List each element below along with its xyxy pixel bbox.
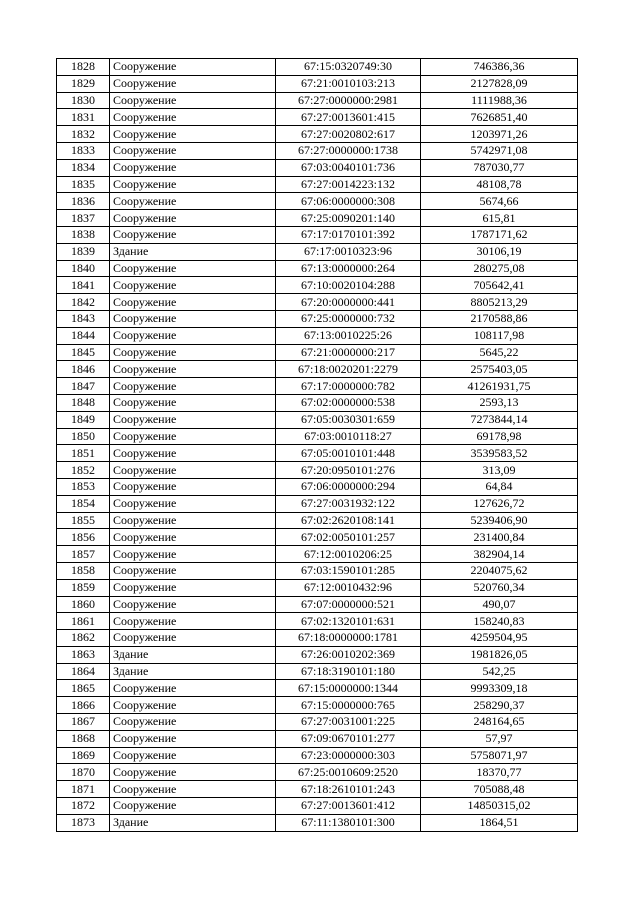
cadastral-number: 67:27:0000000:2981: [276, 92, 421, 109]
cadastral-number: 67:25:0010609:2520: [276, 764, 421, 781]
row-number: 1860: [57, 596, 110, 613]
object-type: Сооружение: [110, 344, 276, 361]
row-number: 1869: [57, 747, 110, 764]
cadastral-number: 67:02:2620108:141: [276, 512, 421, 529]
cadastral-value: 280275,08: [421, 260, 578, 277]
cadastral-value: 5645,22: [421, 344, 578, 361]
cadastral-value: 158240,83: [421, 613, 578, 630]
cadastral-value: 231400,84: [421, 529, 578, 546]
cadastral-number: 67:05:0010101:448: [276, 445, 421, 462]
cadastral-value: 5674,66: [421, 193, 578, 210]
cadastral-value: 8805213,29: [421, 294, 578, 311]
cadastral-number: 67:21:0000000:217: [276, 344, 421, 361]
object-type: Сооружение: [110, 327, 276, 344]
row-number: 1834: [57, 159, 110, 176]
table-row: [57, 546, 578, 563]
table-row: [57, 798, 578, 815]
cadastral-number: 67:27:0031932:122: [276, 495, 421, 512]
object-type: Сооружение: [110, 630, 276, 647]
cadastral-number: 67:15:0000000:1344: [276, 680, 421, 697]
object-type: Сооружение: [110, 260, 276, 277]
cadastral-number: 67:26:0010202:369: [276, 646, 421, 663]
cadastral-number: 67:03:1590101:285: [276, 562, 421, 579]
cadastral-number: 67:12:0010206:25: [276, 546, 421, 563]
cadastral-number: 67:18:3190101:180: [276, 663, 421, 680]
object-type: Сооружение: [110, 142, 276, 159]
table-row: [57, 243, 578, 260]
table-row: [57, 226, 578, 243]
row-number: 1865: [57, 680, 110, 697]
table-row: [57, 613, 578, 630]
cadastral-number: 67:06:0000000:308: [276, 193, 421, 210]
cadastral-number: 67:27:0020802:617: [276, 126, 421, 143]
object-type: Сооружение: [110, 781, 276, 798]
row-number: 1851: [57, 445, 110, 462]
table-row: [57, 781, 578, 798]
cadastral-number: 67:23:0000000:303: [276, 747, 421, 764]
table-row: [57, 378, 578, 395]
object-type: Сооружение: [110, 92, 276, 109]
table-row: [57, 310, 578, 327]
table-row: [57, 714, 578, 731]
row-number: 1829: [57, 75, 110, 92]
cadastral-value: 4259504,95: [421, 630, 578, 647]
cadastral-number: 67:03:0010118:27: [276, 428, 421, 445]
object-type: Сооружение: [110, 462, 276, 479]
row-number: 1859: [57, 579, 110, 596]
cadastral-number: 67:15:0320749:30: [276, 59, 421, 76]
row-number: 1835: [57, 176, 110, 193]
row-number: 1854: [57, 495, 110, 512]
cadastral-value: 3539583,52: [421, 445, 578, 462]
row-number: 1853: [57, 478, 110, 495]
row-number: 1858: [57, 562, 110, 579]
cadastral-value: 313,09: [421, 462, 578, 479]
object-type: Здание: [110, 243, 276, 260]
object-type: Сооружение: [110, 546, 276, 563]
row-number: 1867: [57, 714, 110, 731]
cadastral-value: 382904,14: [421, 546, 578, 563]
cadastral-value: 2170588,86: [421, 310, 578, 327]
object-type: Сооружение: [110, 226, 276, 243]
table-row: [57, 428, 578, 445]
object-type: Сооружение: [110, 697, 276, 714]
object-type: Сооружение: [110, 512, 276, 529]
object-type: Сооружение: [110, 126, 276, 143]
object-type: Сооружение: [110, 680, 276, 697]
cadastral-value: 520760,34: [421, 579, 578, 596]
cadastral-number: 67:21:0010103:213: [276, 75, 421, 92]
table-row: [57, 75, 578, 92]
row-number: 1828: [57, 59, 110, 76]
cadastral-number: 67:03:0040101:736: [276, 159, 421, 176]
object-type: Сооружение: [110, 159, 276, 176]
cadastral-number: 67:02:0050101:257: [276, 529, 421, 546]
row-number: 1856: [57, 529, 110, 546]
object-type: Здание: [110, 646, 276, 663]
cadastral-number: 67:11:1380101:300: [276, 814, 421, 831]
table-row: [57, 361, 578, 378]
row-number: 1863: [57, 646, 110, 663]
cadastral-value: 5742971,08: [421, 142, 578, 159]
row-number: 1845: [57, 344, 110, 361]
object-type: Сооружение: [110, 445, 276, 462]
row-number: 1848: [57, 394, 110, 411]
table-row: [57, 159, 578, 176]
cadastral-value: 705088,48: [421, 781, 578, 798]
cadastral-number: 67:27:0014223:132: [276, 176, 421, 193]
cadastral-number: 67:18:0000000:1781: [276, 630, 421, 647]
object-type: Сооружение: [110, 75, 276, 92]
cadastral-number: 67:17:0010323:96: [276, 243, 421, 260]
object-type: Сооружение: [110, 277, 276, 294]
cadastral-value: 64,84: [421, 478, 578, 495]
cadastral-value: 14850315,02: [421, 798, 578, 815]
cadastral-number: 67:27:0013601:415: [276, 109, 421, 126]
row-number: 1836: [57, 193, 110, 210]
cadastral-value: 258290,37: [421, 697, 578, 714]
object-type: Сооружение: [110, 176, 276, 193]
cadastral-value: 1981826,05: [421, 646, 578, 663]
object-type: Сооружение: [110, 378, 276, 395]
cadastral-value: 615,81: [421, 210, 578, 227]
table-row: [57, 142, 578, 159]
row-number: 1847: [57, 378, 110, 395]
row-number: 1838: [57, 226, 110, 243]
row-number: 1832: [57, 126, 110, 143]
table-row: [57, 630, 578, 647]
cadastral-value: 2593,13: [421, 394, 578, 411]
row-number: 1862: [57, 630, 110, 647]
table-row: [57, 462, 578, 479]
table-row: [57, 529, 578, 546]
cadastral-value: 5239406,90: [421, 512, 578, 529]
cadastral-value: 7273844,14: [421, 411, 578, 428]
cadastral-number: 67:18:2610101:243: [276, 781, 421, 798]
table-row: [57, 730, 578, 747]
row-number: 1873: [57, 814, 110, 831]
row-number: 1843: [57, 310, 110, 327]
row-number: 1868: [57, 730, 110, 747]
row-number: 1872: [57, 798, 110, 815]
object-type: Сооружение: [110, 59, 276, 76]
cadastral-value: 18370,77: [421, 764, 578, 781]
row-number: 1861: [57, 613, 110, 630]
cadastral-value: 108117,98: [421, 327, 578, 344]
table-row: [57, 126, 578, 143]
object-type: Сооружение: [110, 478, 276, 495]
cadastral-value: 30106,19: [421, 243, 578, 260]
object-type: Сооружение: [110, 361, 276, 378]
cadastral-value: 5758071,97: [421, 747, 578, 764]
object-type: Сооружение: [110, 109, 276, 126]
cadastral-number: 67:09:0670101:277: [276, 730, 421, 747]
cadastral-number: 67:02:0000000:538: [276, 394, 421, 411]
object-type: Сооружение: [110, 193, 276, 210]
cadastral-value: 542,25: [421, 663, 578, 680]
table-row: [57, 210, 578, 227]
table-row: [57, 92, 578, 109]
row-number: 1846: [57, 361, 110, 378]
table-row: [57, 495, 578, 512]
row-number: 1871: [57, 781, 110, 798]
object-type: Сооружение: [110, 495, 276, 512]
cadastral-number: 67:17:0000000:782: [276, 378, 421, 395]
table-row: [57, 478, 578, 495]
table-row: [57, 344, 578, 361]
cadastral-value: 9993309,18: [421, 680, 578, 697]
cadastral-number: 67:27:0031001:225: [276, 714, 421, 731]
cadastral-number: 67:13:0000000:264: [276, 260, 421, 277]
row-number: 1864: [57, 663, 110, 680]
cadastral-number: 67:20:0000000:441: [276, 294, 421, 311]
row-number: 1839: [57, 243, 110, 260]
cadastral-value: 2127828,09: [421, 75, 578, 92]
table-row: [57, 445, 578, 462]
table-row: [57, 394, 578, 411]
row-number: 1830: [57, 92, 110, 109]
object-type: Сооружение: [110, 394, 276, 411]
object-type: Сооружение: [110, 579, 276, 596]
table-row: [57, 260, 578, 277]
table-row: [57, 294, 578, 311]
cadastral-value: 787030,77: [421, 159, 578, 176]
row-number: 1833: [57, 142, 110, 159]
cadastral-value: 127626,72: [421, 495, 578, 512]
cadastral-number: 67:20:0950101:276: [276, 462, 421, 479]
cadastral-value: 1864,51: [421, 814, 578, 831]
table-row: [57, 176, 578, 193]
table-row: [57, 562, 578, 579]
cadastral-value: 48108,78: [421, 176, 578, 193]
object-type: Сооружение: [110, 562, 276, 579]
row-number: 1857: [57, 546, 110, 563]
object-type: Сооружение: [110, 294, 276, 311]
object-type: Сооружение: [110, 210, 276, 227]
row-number: 1852: [57, 462, 110, 479]
cadastral-value: 1203971,26: [421, 126, 578, 143]
cadastral-number: 67:07:0000000:521: [276, 596, 421, 613]
cadastral-number: 67:27:0013601:412: [276, 798, 421, 815]
table-row: [57, 59, 578, 76]
row-number: 1866: [57, 697, 110, 714]
cadastral-value: 57,97: [421, 730, 578, 747]
cadastral-number: 67:13:0010225:26: [276, 327, 421, 344]
object-type: Здание: [110, 814, 276, 831]
row-number: 1844: [57, 327, 110, 344]
table-row: [57, 596, 578, 613]
table-row: [57, 277, 578, 294]
cadastral-number: 67:25:0000000:732: [276, 310, 421, 327]
object-type: Сооружение: [110, 310, 276, 327]
object-type: Сооружение: [110, 529, 276, 546]
cadastral-value: 69178,98: [421, 428, 578, 445]
object-type: Сооружение: [110, 411, 276, 428]
table-row: [57, 411, 578, 428]
row-number: 1849: [57, 411, 110, 428]
cadastral-value: 248164,65: [421, 714, 578, 731]
row-number: 1850: [57, 428, 110, 445]
row-number: 1842: [57, 294, 110, 311]
cadastral-number: 67:12:0010432:96: [276, 579, 421, 596]
cadastral-number: 67:02:1320101:631: [276, 613, 421, 630]
table-row: [57, 109, 578, 126]
cadastral-number: 67:10:0020104:288: [276, 277, 421, 294]
object-type: Сооружение: [110, 596, 276, 613]
registry-table-body: [57, 59, 578, 832]
row-number: 1841: [57, 277, 110, 294]
cadastral-number: 67:17:0170101:392: [276, 226, 421, 243]
cadastral-value: 7626851,40: [421, 109, 578, 126]
row-number: 1870: [57, 764, 110, 781]
table-row: [57, 579, 578, 596]
table-row: [57, 193, 578, 210]
cadastral-value: 1787171,62: [421, 226, 578, 243]
cadastral-number: 67:06:0000000:294: [276, 478, 421, 495]
cadastral-number: 67:18:0020201:2279: [276, 361, 421, 378]
object-type: Сооружение: [110, 747, 276, 764]
cadastral-value: 41261931,75: [421, 378, 578, 395]
row-number: 1831: [57, 109, 110, 126]
row-number: 1837: [57, 210, 110, 227]
table-row: [57, 663, 578, 680]
cadastral-value: 2575403,05: [421, 361, 578, 378]
cadastral-value: 705642,41: [421, 277, 578, 294]
object-type: Сооружение: [110, 613, 276, 630]
table-row: [57, 747, 578, 764]
row-number: 1840: [57, 260, 110, 277]
cadastral-number: 67:15:0000000:765: [276, 697, 421, 714]
row-number: 1855: [57, 512, 110, 529]
table-row: [57, 697, 578, 714]
object-type: Сооружение: [110, 714, 276, 731]
table-row: [57, 646, 578, 663]
object-type: Сооружение: [110, 428, 276, 445]
cadastral-number: 67:27:0000000:1738: [276, 142, 421, 159]
object-type: Здание: [110, 663, 276, 680]
cadastral-value: 490,07: [421, 596, 578, 613]
cadastral-number: 67:25:0090201:140: [276, 210, 421, 227]
object-type: Сооружение: [110, 730, 276, 747]
cadastral-number: 67:05:0030301:659: [276, 411, 421, 428]
table-row: [57, 327, 578, 344]
object-type: Сооружение: [110, 764, 276, 781]
cadastral-value: 1111988,36: [421, 92, 578, 109]
cadastral-value: 746386,36: [421, 59, 578, 76]
object-type: Сооружение: [110, 798, 276, 815]
table-row: [57, 512, 578, 529]
table-row: [57, 764, 578, 781]
table-row: [57, 680, 578, 697]
cadastral-value: 2204075,62: [421, 562, 578, 579]
registry-table: [56, 58, 578, 832]
table-row: [57, 814, 578, 831]
